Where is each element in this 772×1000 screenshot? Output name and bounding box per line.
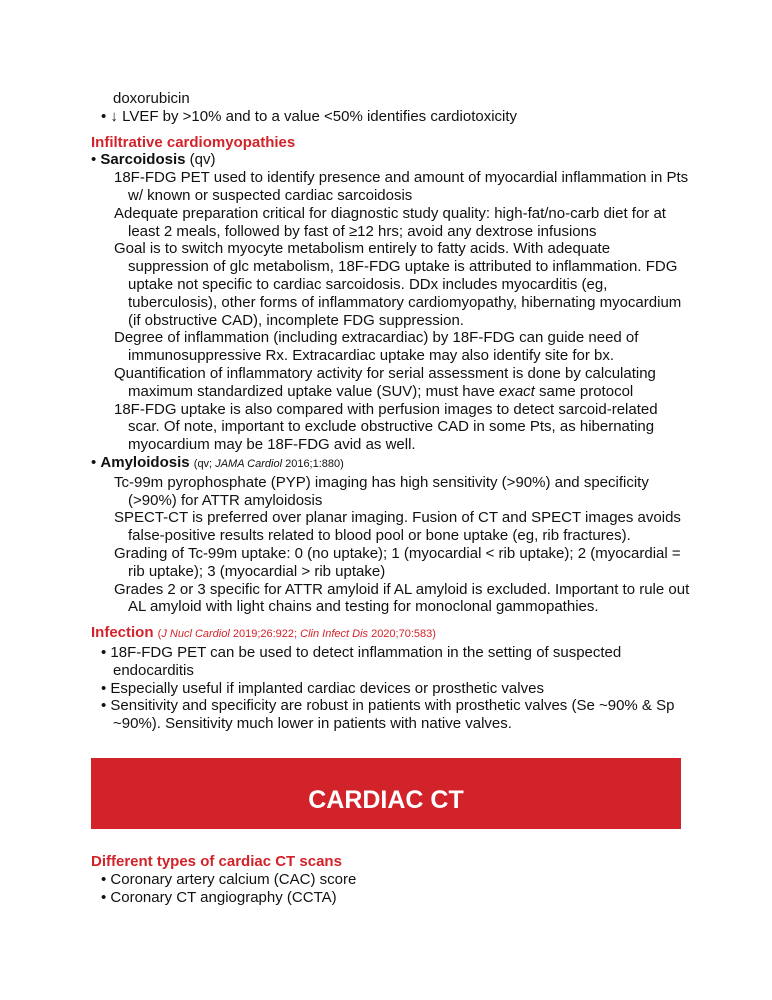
cite-close: 2020;70:583): [368, 628, 436, 641]
ct-item-2: • Coronary CT angiography (CCTA): [101, 888, 337, 906]
infection-item-1: • 18F-FDG PET can be used to detect inflammation in the setting of suspected endocarditis: [101, 643, 622, 679]
ct-heading: Different types of cardiac CT scans: [91, 853, 342, 870]
banner-title: CARDIAC CT: [308, 785, 464, 814]
infection-item-3: • Sensitivity and specificity are robust in patients with prosthetic valves (Se ~90% & Sp ~90%). Sensitivity much lower in patients with native valves.: [101, 697, 675, 733]
quant-emphasis: exact: [499, 382, 535, 400]
sarcoid-item-5: 18F-FDG uptake is also compared with perfusion images to detect sarcoid-related scar. Of note, important to exclude obstructive CAD in some Pts, as hibernating myocardium may be 18F-FDG avid as well.: [114, 400, 658, 454]
infection-item-2: • Especially useful if implanted cardiac devices or prosthetic valves: [101, 679, 544, 697]
sarcoid-item-quant: [91, 365, 691, 401]
amyloid-item-3: Grading of Tc-99m uptake: 0 (no uptake); 1 (myocardial < rib uptake); 2 (myocardial = rib uptake); 3 (myocardial > rib uptake): [114, 544, 681, 580]
amyloid-ref-journal: JAMA Cardiol: [215, 457, 283, 470]
amyloid-item-4: Grades 2 or 3 specific for ATTR amyloid if AL amyloid is excluded. Important to rule out AL amyloid with light chains and testing for monoclonal gammopathies.: [114, 580, 690, 616]
sarcoidosis-ref: (qv): [189, 151, 216, 169]
infection-heading: [91, 624, 691, 644]
sarcoidosis-bullet: • Sarcoidosis (qv): [91, 151, 216, 169]
continued-text: doxorubicin: [113, 90, 190, 107]
cite-journal-2: Clin Infect Dis: [300, 628, 369, 641]
sarcoid-item-4: Degree of inflammation (including extracardiac) by 18F-FDG can guide need of immunosuppressive Rx. Extracardiac uptake may also identify site for bx.: [114, 329, 639, 365]
sarcoidosis-title: Sarcoidosis: [100, 151, 186, 169]
cite-journal-1: J Nucl Cardiol: [161, 628, 230, 641]
amyloid-ref-post: 2016;1:880): [282, 457, 344, 470]
main-content: [91, 90, 691, 733]
amyloidosis-ref: [194, 458, 344, 470]
lvef-bullet: • ↓ LVEF by >10% and to a value <50% identifies cardiotoxicity: [101, 107, 518, 125]
ct-section: [91, 853, 691, 906]
infection-title: Infection: [91, 624, 154, 642]
infection-citation: [158, 628, 436, 640]
section-banner: [91, 758, 681, 829]
amyloid-item-1: Tc-99m pyrophosphate (PYP) imaging has high sensitivity (>90%) and specificity (>90%) for ATTR amyloidosis: [114, 473, 649, 509]
sarcoid-item-2: Adequate preparation critical for diagnostic study quality: high-fat/no-carb diet for at least 2 meals, followed by fast of ≥12 hrs; avoid any dextrose infusions: [114, 204, 666, 240]
amyloid-ref-pre: (qv;: [193, 457, 216, 470]
sarcoid-item-1: 18F-FDG PET used to identify presence and amount of myocardial inflammation in Pts w/ known or suspected cardiac sarcoidosis: [114, 169, 689, 204]
cite-open: (: [157, 628, 162, 641]
quant-text-b: same protocol: [534, 382, 634, 400]
infiltrative-heading: Infiltrative cardiomyopathies: [91, 133, 296, 151]
cite-mid: 2019;26:922;: [229, 628, 301, 641]
ct-item-1: • Coronary artery calcium (CAC) score: [101, 870, 357, 888]
amyloidosis-title: Amyloidosis: [100, 453, 190, 471]
amyloidosis-bullet: • Amyloidosis (qv; JAMA Cardiol 2016;1:880): [91, 453, 344, 471]
sarcoid-item-3: Goal is to switch myocyte metabolism entirely to fatty acids. With adequate suppression of glc metabolism, 18F-FDG uptake is attributed to inflammation. FDG uptake not specific to cardiac sarcoidosis. DDx includes myocarditis (eg, tuberculosis), other forms of inflammatory cardiomyopathy, hibernating myocardium (if obstructive CAD), incomplete FDG suppression.: [114, 240, 682, 329]
amyloid-item-2: SPECT-CT is preferred over planar imaging. Fusion of CT and SPECT images avoids false-positive results related to blood pool or bone uptake (eg, rib fractures).: [114, 509, 681, 545]
quant-text-a: Quantification of inflammatory activity for serial assessment is done by calculating maximum standardized uptake value (SUV); must have: [114, 364, 656, 400]
